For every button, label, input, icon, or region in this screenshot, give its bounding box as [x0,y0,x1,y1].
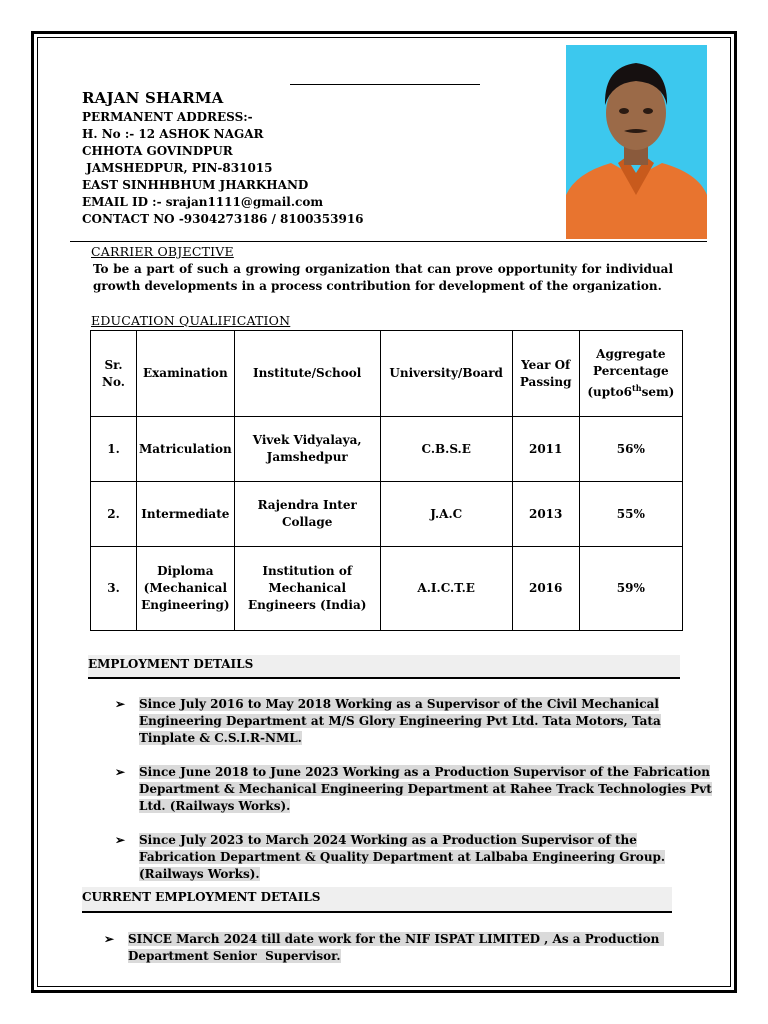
employment-item-text: Since July 2016 to May 2018 Working as a Supervisor of the Civil Mechanical Engineering Department at M/S Glory Engineering Pvt Ltd. Tata Motors, Tata Tinplate & C.S.I.R-NML. [139,697,661,745]
col-aggregate-text: Aggregate Percentage (upto6 [587,347,669,399]
cell-institute: Rajendra Inter Collage [234,482,380,547]
cell-board: A.I.C.T.E [380,547,512,631]
bullet-arrow-icon: ➢ [104,932,115,946]
candidate-name: RAJAN SHARMA [82,89,224,107]
objective-text: To be a part of such a growing organization that can prove opportunity for individual growth developments in a process contribution for development of the organization. [93,262,673,293]
email-line: EMAIL ID :- srajan1111@gmail.com [82,195,324,209]
address-line: CHHOTA GOVINDPUR [82,144,233,158]
table-row [91,547,683,631]
col-aggregate-sup: th [632,383,642,393]
current-employment-rule [82,911,672,913]
col-university: University/Board [380,331,512,417]
cell-percent: 56% [579,417,682,482]
cell-exam: Diploma (Mechanical Engineering) [137,547,235,631]
contact-line: CONTACT NO -9304273186 / 8100353916 [82,212,364,226]
top-rule [290,84,480,85]
col-aggregate-tail: sem) [641,385,675,399]
list-item [115,696,715,747]
list-item [104,931,704,965]
employment-heading-bar [88,655,680,677]
cell-exam: Matriculation [137,417,235,482]
table-row [91,417,683,482]
col-sr-no: Sr. No. [91,331,137,417]
table-header-row [91,331,683,417]
objective-heading: CARRIER OBJECTIVE [91,244,234,259]
education-table [90,330,683,631]
cell-board: J.A.C [380,482,512,547]
address-line: EAST SINHHBHUM JHARKHAND [82,178,309,192]
col-examination: Examination [137,331,235,417]
col-year: Year Of Passing [512,331,579,417]
cell-exam: Intermediate [137,482,235,547]
employment-list [115,696,715,883]
employment-heading: EMPLOYMENT DETAILS [88,657,254,671]
education-heading: EDUCATION QUALIFICATION [91,313,291,328]
address-block [82,109,364,228]
list-item [115,764,715,815]
cell-percent: 59% [579,547,682,631]
cell-sr: 2. [91,482,137,547]
cell-board: C.B.S.E [380,417,512,482]
current-employment-list [104,931,704,965]
list-item [115,832,715,883]
col-institute: Institute/School [234,331,380,417]
address-line: JAMSHEDPUR, PIN-831015 [82,161,273,175]
address-line: H. No :- 12 ASHOK NAGAR [82,127,264,141]
header-divider [70,241,707,242]
cell-institute: Institution of Mechanical Engineers (India) [234,547,380,631]
bullet-arrow-icon: ➢ [115,833,126,847]
employment-item-text: Since June 2018 to June 2023 Working as a Production Supervisor of the Fabrication Department & Mechanical Engineering Department at Rahee Track Technologies Pvt Ltd. (Railways Works). [139,765,712,813]
cell-sr: 1. [91,417,137,482]
address-heading: PERMANENT ADDRESS:- [82,110,253,124]
col-aggregate [579,331,682,417]
current-employment-heading: CURRENT EMPLOYMENT DETAILS [82,890,321,904]
bullet-arrow-icon: ➢ [115,697,126,711]
employment-item-text: Since July 2023 to March 2024 Working as a Production Supervisor of the Fabrication Department & Quality Department at Lalbaba Engineering Group. (Railways Works). [139,833,666,881]
cell-year: 2016 [512,547,579,631]
cell-percent: 55% [579,482,682,547]
cell-institute: Vivek Vidyalaya, Jamshedpur [234,417,380,482]
cell-sr: 3. [91,547,137,631]
current-employment-item-text: SINCE March 2024 till date work for the NIF ISPAT LIMITED , As a Production Department Senior Supervisor. [128,932,664,963]
current-employment-heading-bar [82,887,672,911]
bullet-arrow-icon: ➢ [115,765,126,779]
cell-year: 2011 [512,417,579,482]
table-row [91,482,683,547]
profile-photo [566,45,707,239]
employment-rule [88,677,680,679]
cell-year: 2013 [512,482,579,547]
